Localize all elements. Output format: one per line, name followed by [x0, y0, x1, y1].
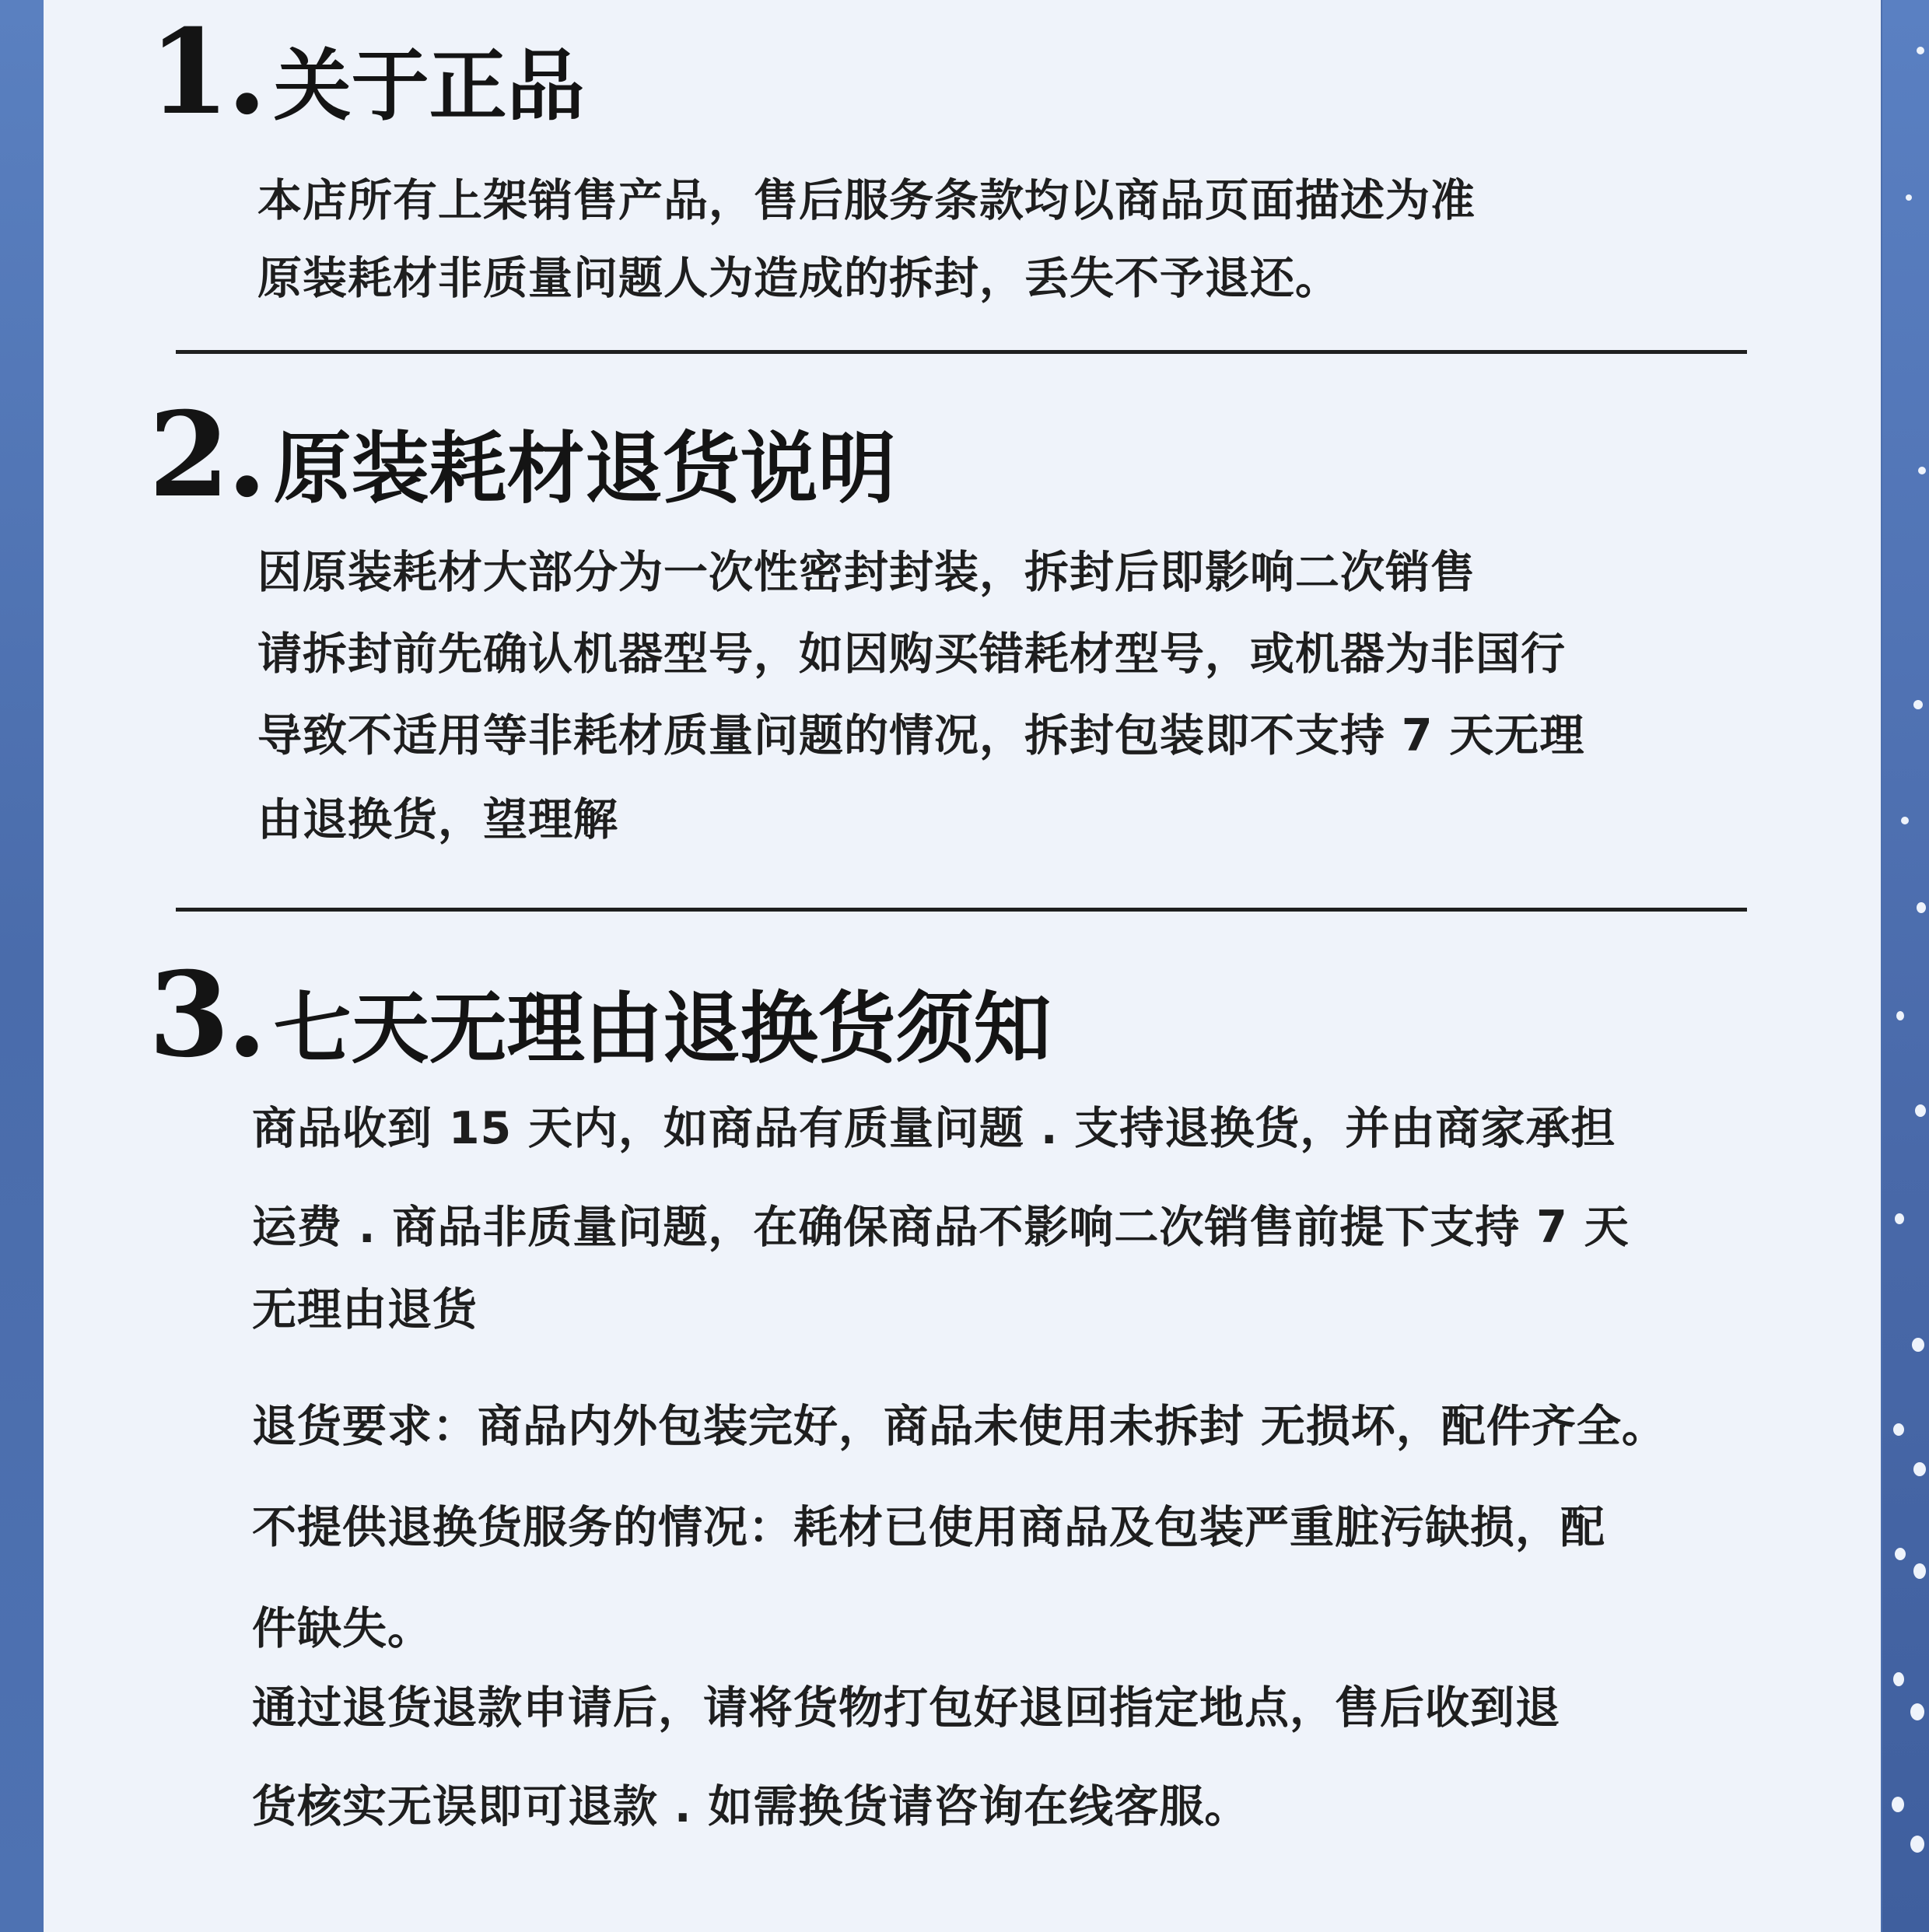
- number-period: .: [226, 947, 268, 1083]
- section-2-line-4: 由退换货，望理解: [257, 794, 618, 845]
- section-3-line-8: 货核实无误即可退款 . 如需换货请咨询在线客服。: [252, 1781, 1250, 1832]
- border-dot: [1893, 1423, 1904, 1436]
- section-2-line-2: 请拆封前先确认机器型号，如因购买错耗材型号，或机器为非国行: [257, 628, 1566, 680]
- section-3-line-5: 不提供退换货服务的情况：耗材已使用商品及包装严重脏污缺损，配: [252, 1502, 1605, 1553]
- border-dot: [1910, 1836, 1924, 1853]
- right-border-dotted: [1882, 0, 1929, 1932]
- section-2-line-1: 因原装耗材大部分为一次性密封封装，拆封后即影响二次销售: [257, 547, 1476, 598]
- border-dot: [1895, 1213, 1904, 1224]
- section-number: 3: [149, 947, 227, 1083]
- left-border: [0, 0, 47, 1932]
- border-dot: [1895, 1548, 1906, 1560]
- content-panel: [44, 0, 1881, 1932]
- section-number: 1: [149, 4, 227, 141]
- section-3-line-2: 运费 . 商品非质量问题，在确保商品不影响二次销售前提下支持 7 天: [252, 1202, 1630, 1253]
- section-title: 原装耗材退货说明: [273, 422, 896, 514]
- section-divider: [176, 350, 1747, 354]
- border-dot: [1893, 1672, 1904, 1686]
- section-number: 2: [149, 387, 227, 523]
- section-title: 关于正品: [273, 40, 585, 131]
- border-dot: [1896, 1011, 1904, 1020]
- number-period: .: [226, 4, 268, 141]
- section-3-heading: [149, 947, 1052, 1083]
- section-divider: [176, 908, 1747, 912]
- border-dot: [1917, 902, 1926, 913]
- section-2-line-3: 导致不适用等非耗材质量问题的情况，拆封包装即不支持 7 天无理: [257, 710, 1585, 761]
- border-dot: [1918, 467, 1926, 474]
- border-dot: [1912, 1338, 1924, 1352]
- border-dot: [1892, 1797, 1904, 1812]
- border-dot: [1913, 1563, 1926, 1579]
- section-title: 七天无理由退换货须知: [273, 982, 1052, 1074]
- section-3-line-6: 件缺失。: [252, 1603, 432, 1654]
- section-3-line-1: 商品收到 15 天内，如商品有质量问题 . 支持退换货，并由商家承担: [252, 1103, 1616, 1154]
- section-1-heading: [149, 4, 585, 141]
- border-dot: [1913, 1462, 1926, 1476]
- border-dot: [1910, 1703, 1924, 1720]
- border-dot: [1915, 1104, 1926, 1117]
- number-period: .: [226, 387, 268, 523]
- border-dot: [1917, 47, 1924, 54]
- section-3-line-3: 无理由退货: [252, 1284, 478, 1335]
- section-3-line-7: 通过退货退款申请后，请将货物打包好退回指定地点，售后收到退: [252, 1682, 1560, 1734]
- border-dot: [1913, 700, 1923, 709]
- section-3-line-4: 退货要求：商品内外包装完好，商品未使用未拆封 无损坏，配件齐全。: [252, 1401, 1667, 1452]
- section-1-line-2: 原装耗材非质量问题人为造成的拆封，丢失不予退还。: [257, 253, 1340, 304]
- section-1-line-1: 本店所有上架销售产品，售后服务条款均以商品页面描述为准: [257, 175, 1476, 226]
- border-dot: [1906, 194, 1912, 201]
- section-2-heading: [149, 387, 896, 523]
- border-dot: [1901, 817, 1909, 824]
